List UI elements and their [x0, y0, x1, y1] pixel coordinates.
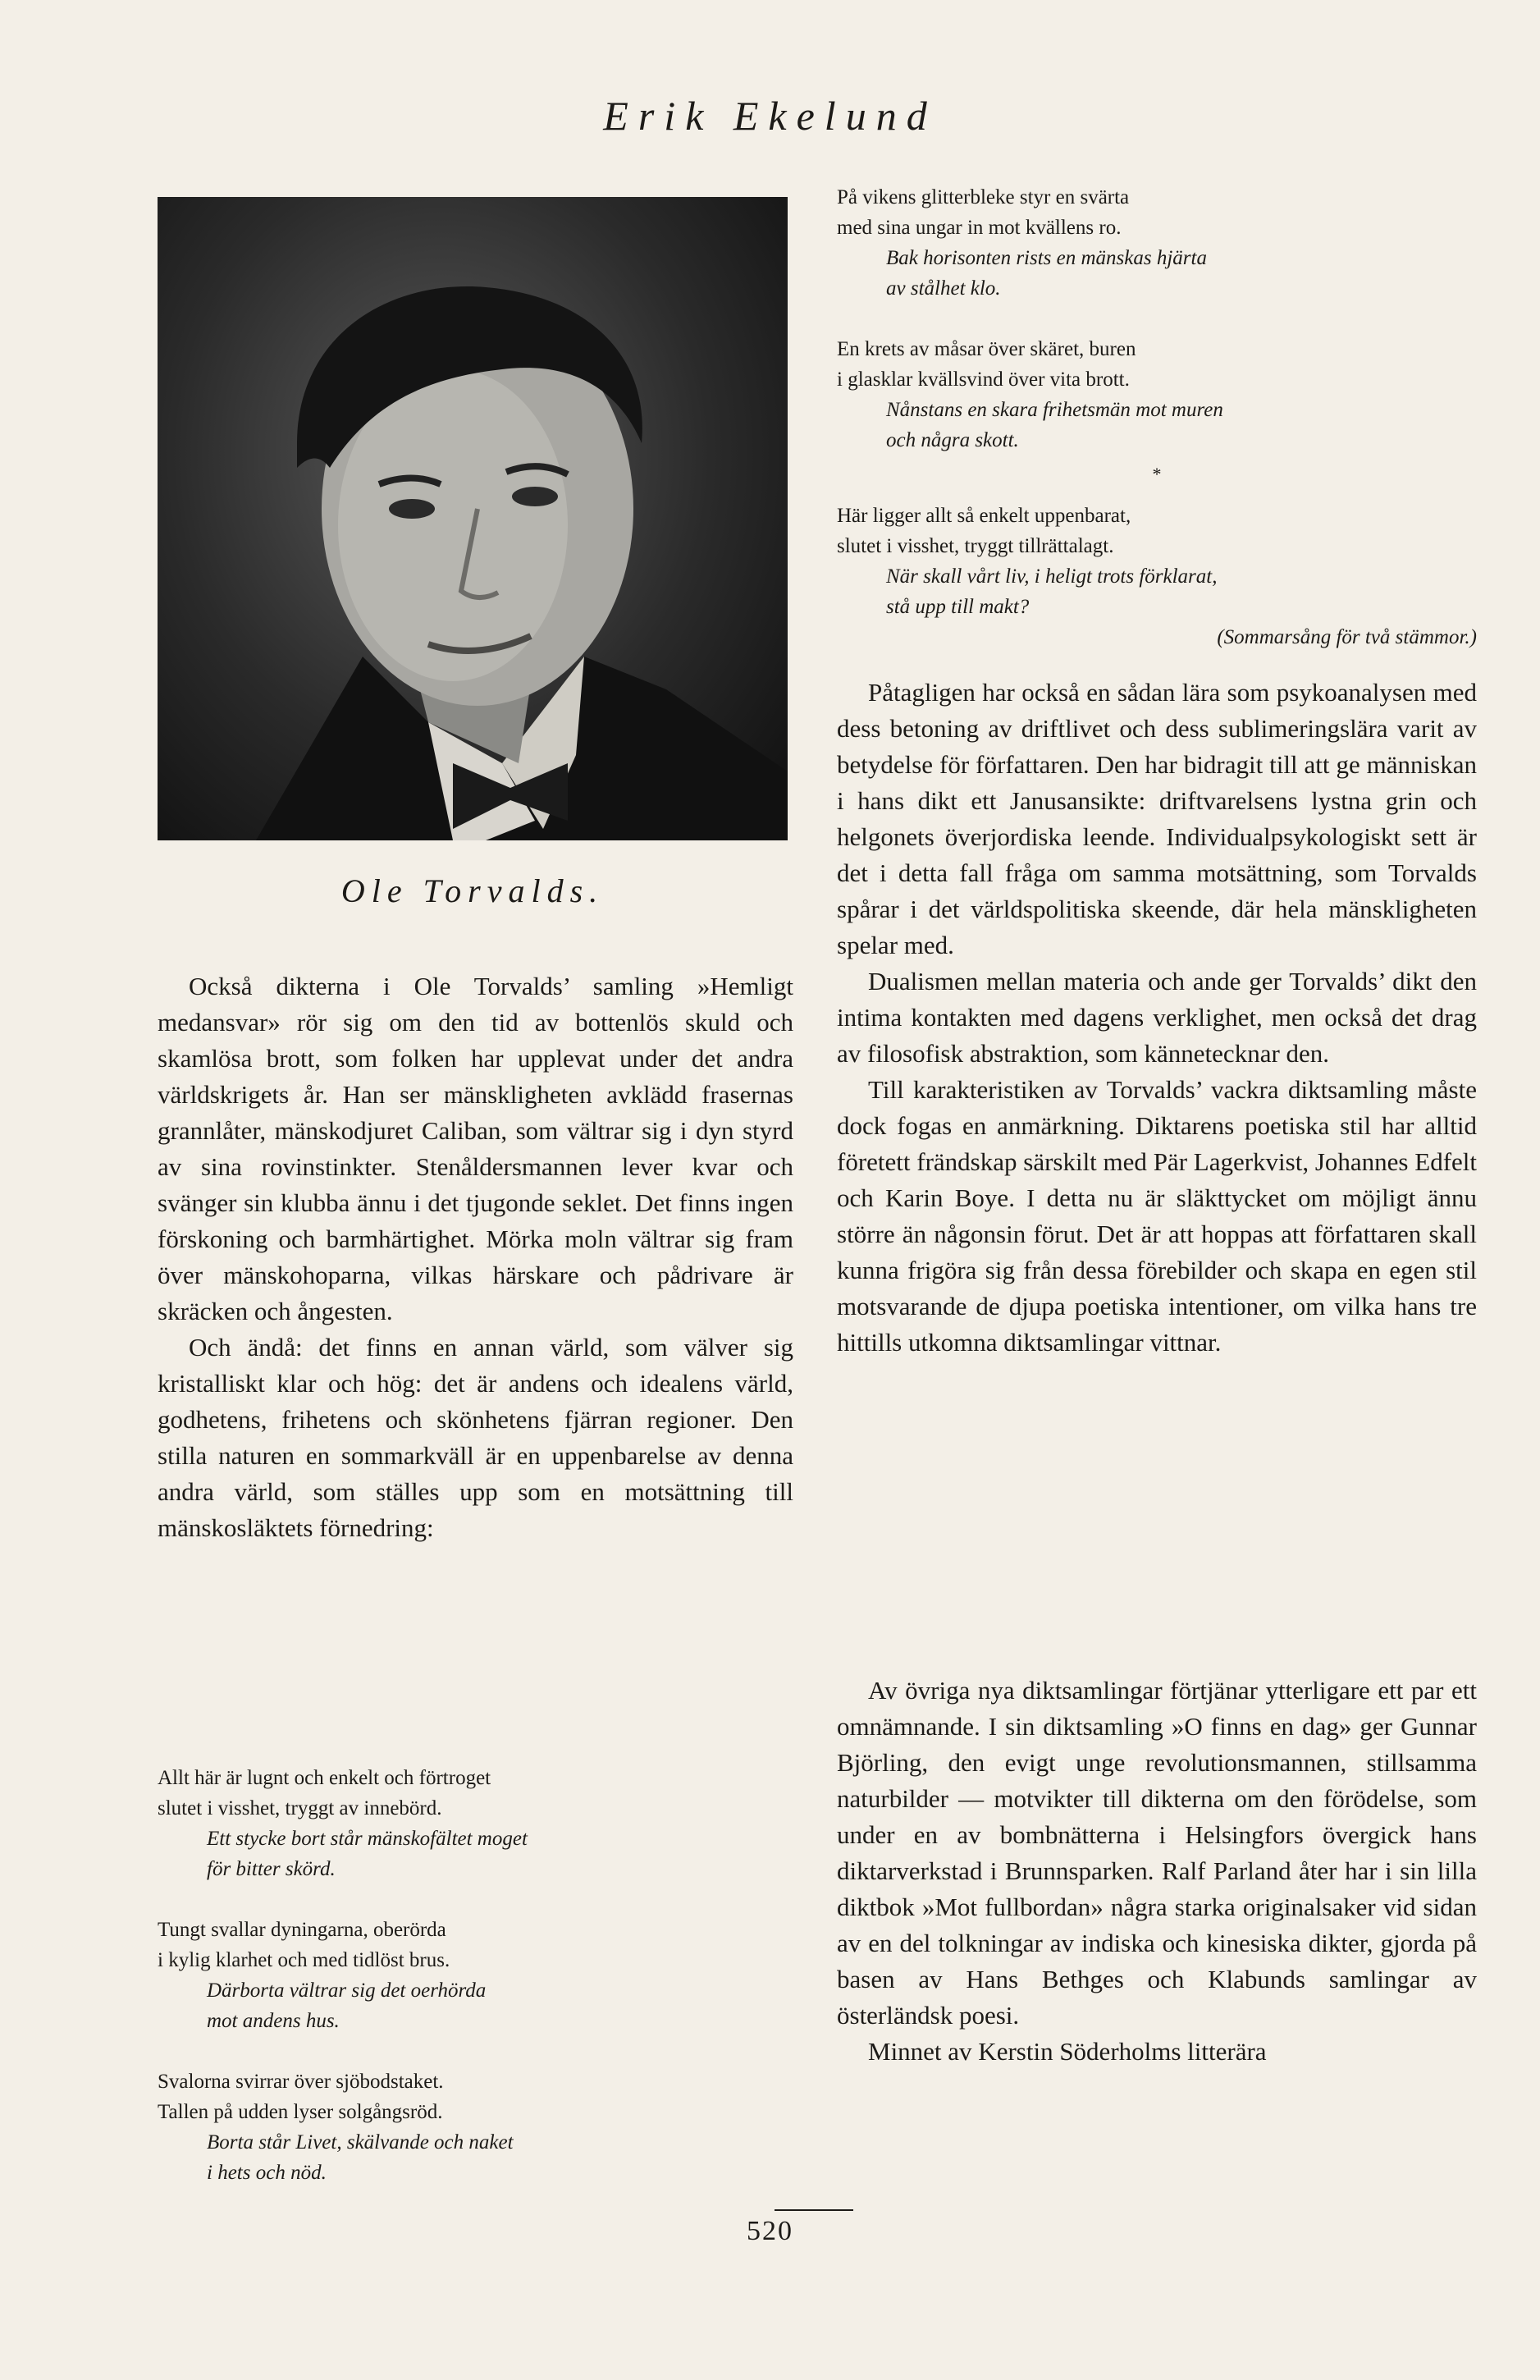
- poem-line: Allt här är lugnt och enkelt och förtroget: [158, 1767, 491, 1789]
- poem-line: När skall vårt liv, i heligt trots förklarat,: [886, 565, 1218, 588]
- portrait-caption: Ole Torvalds.: [340, 872, 605, 909]
- poem-line: Ett stycke bort står mänskofältet moget: [207, 1828, 528, 1850]
- poem-top: [837, 182, 1477, 652]
- poem-bottom-stanza-1: [158, 1763, 793, 1824]
- poem-bottom-stanza-6: [158, 2127, 793, 2188]
- right-column: [837, 675, 1477, 1361]
- paragraph: Minnet av Kerstin Söderholms litterära: [868, 2037, 1267, 2066]
- poem-top-stanza-1: [837, 182, 1477, 243]
- poem-line: Borta står Livet, skälvande och naket: [207, 2131, 514, 2153]
- paragraph: Och ändå: det finns en annan värld, som välver sig kristalliskt klar och hög: det är andens och idealens värld, godhetens, frihetens och skönhetens fjärran regioner. Den stilla naturen en sommarkväll är en uppenbarelse av denna andra värld, som ställes upp som en motsättning till mänskosläktets förnedring:: [158, 1333, 793, 1542]
- poem-source: (Sommarsång för två stämmor.): [1217, 626, 1477, 648]
- paragraph: Dualismen mellan materia och ande ger Torvalds’ dikt den intima kontakten med dagens verklighet, men också det drag av filosofisk abstraktion, som kännetecknar den.: [837, 967, 1477, 1068]
- poem-bottom-stanza-3: [158, 1915, 793, 1975]
- left-column: [158, 968, 793, 1546]
- poem-line: Bak horisonten rists en mänskas hjärta: [886, 247, 1207, 269]
- poem-line: av stålhet klo.: [886, 277, 1001, 300]
- poem-line: Nånstans en skara frihetsmän mot muren: [886, 399, 1223, 421]
- poem-line: slutet i visshet, tryggt av innebörd.: [158, 1797, 442, 1819]
- poem-line: och några skott.: [886, 429, 1019, 451]
- poem-top-stanza-2: [837, 243, 1477, 304]
- paragraph: Påtagligen har också en sådan lära som psykoanalysen med dess betoning av driftlivet och dess sublimeringslära varit av betydelse för författaren. Den har bidragit till att ge människan i hans dikt ett Janusansikte: driftvarelsens lystna grin och helgonets överjordiska leende. Individualpsykologiskt sett är det i detta fall fråga om samma motsättning, som Torvalds spårar i det världspolitiska skeende, där hela mänskligheten spelar med.: [837, 678, 1477, 959]
- poem-bottom-stanza-2: [158, 1824, 793, 1884]
- poem-bottom: [158, 1763, 793, 2188]
- poem-line: slutet i visshet, tryggt tillrättalagt.: [837, 535, 1114, 557]
- folio-rule: [775, 2209, 853, 2211]
- asterism: *: [1152, 464, 1162, 484]
- poem-line: Tallen på udden lyser solgångsröd.: [158, 2101, 443, 2123]
- portrait-illustration: [158, 197, 788, 840]
- page-number: 520: [747, 2216, 793, 2246]
- poem-line: Svalorna svirrar över sjöbodstaket.: [158, 2071, 444, 2093]
- poem-line: Därborta vältrar sig det oerhörda: [207, 1980, 487, 2002]
- poem-line: En krets av måsar över skäret, buren: [837, 338, 1136, 360]
- poem-line: i kylig klarhet och med tidlöst brus.: [158, 1949, 450, 1971]
- poem-top-stanza-5: [837, 501, 1477, 561]
- portrait-photo: [158, 197, 788, 840]
- poem-line: Här ligger allt så enkelt uppenbarat,: [837, 505, 1131, 527]
- running-head: Erik Ekelund: [603, 93, 937, 139]
- poem-line: mot andens hus.: [207, 2010, 340, 2032]
- poem-line: Tungt svallar dyningarna, oberörda: [158, 1919, 446, 1941]
- poem-line: i glasklar kvällsvind över vita brott.: [837, 368, 1130, 391]
- poem-bottom-stanza-4: [158, 1975, 793, 2036]
- paragraph: Till karakteristiken av Torvalds’ vackra diktsamling måste dock fogas en anmärkning. Diktarens poetiska stil har alltid företett frändskap särskilt med Pär Lagerkvist, Johannes Edfelt och Karin Boye. I detta nu är släkttycket om möjligt ännu större än någonsin förut. Det är att hoppas att författaren skall kunna frigöra sig från dessa förebilder och skapa en egen stil motsvarande de djupa poetiska intentioner, om vilka hans tre hittills utkomna diktsamlingar vittnar.: [837, 1075, 1477, 1357]
- poem-line: stå upp till makt?: [886, 596, 1030, 618]
- poem-bottom-stanza-5: [158, 2066, 793, 2127]
- poem-line: för bitter skörd.: [207, 1858, 336, 1880]
- poem-top-stanza-3: [837, 334, 1477, 395]
- paragraph: Av övriga nya diktsamlingar förtjänar ytterligare ett par ett omnämnande. I sin diktsamling »O finns en dag» ger Gunnar Björling, den evigt unge revolutionsmannen, stillsamma naturbilder — motvikter till dikterna om den förödelse, som under en av bombnätterna i Helsingfors övergick hans diktarverkstad i Brunnsparken. Ralf Parland åter har i sin lilla diktbok »Mot fullbordan» några starka originalsaker vid sidan av en del tolkningar av indiska och kinesiska dikter, gjorda på basen av Hans Bethges och Klabunds samlingar av österländsk poesi.: [837, 1676, 1477, 2030]
- poem-top-stanza-4: [837, 395, 1477, 455]
- poem-line: med sina ungar in mot kvällens ro.: [837, 217, 1122, 239]
- paragraph: Också dikterna i Ole Torvalds’ samling »Hemligt medansvar» rör sig om den tid av bottenlös skuld och skamlösa brott, som folken har upplevat under det andra världskrigets år. Han ser mänskligheten avklädd frasernas grannlåter, mänskodjuret Caliban, som vältrar sig i dyn styrd av sina rovinstinkter. Stenåldersmannen lever kvar och svänger sin klubba ännu i det tjugonde seklet. Det finns ingen förskoning och barmhärtighet. Mörka moln vältrar sig fram över mänskohoparna, vilkas härskare och pådrivare är skräcken och ångesten.: [158, 972, 793, 1325]
- poem-line: i hets och nöd.: [207, 2162, 327, 2184]
- right-column-lower: [837, 1673, 1477, 2070]
- poem-line: På vikens glitterbleke styr en svärta: [837, 186, 1130, 208]
- poem-top-stanza-6: [837, 561, 1477, 622]
